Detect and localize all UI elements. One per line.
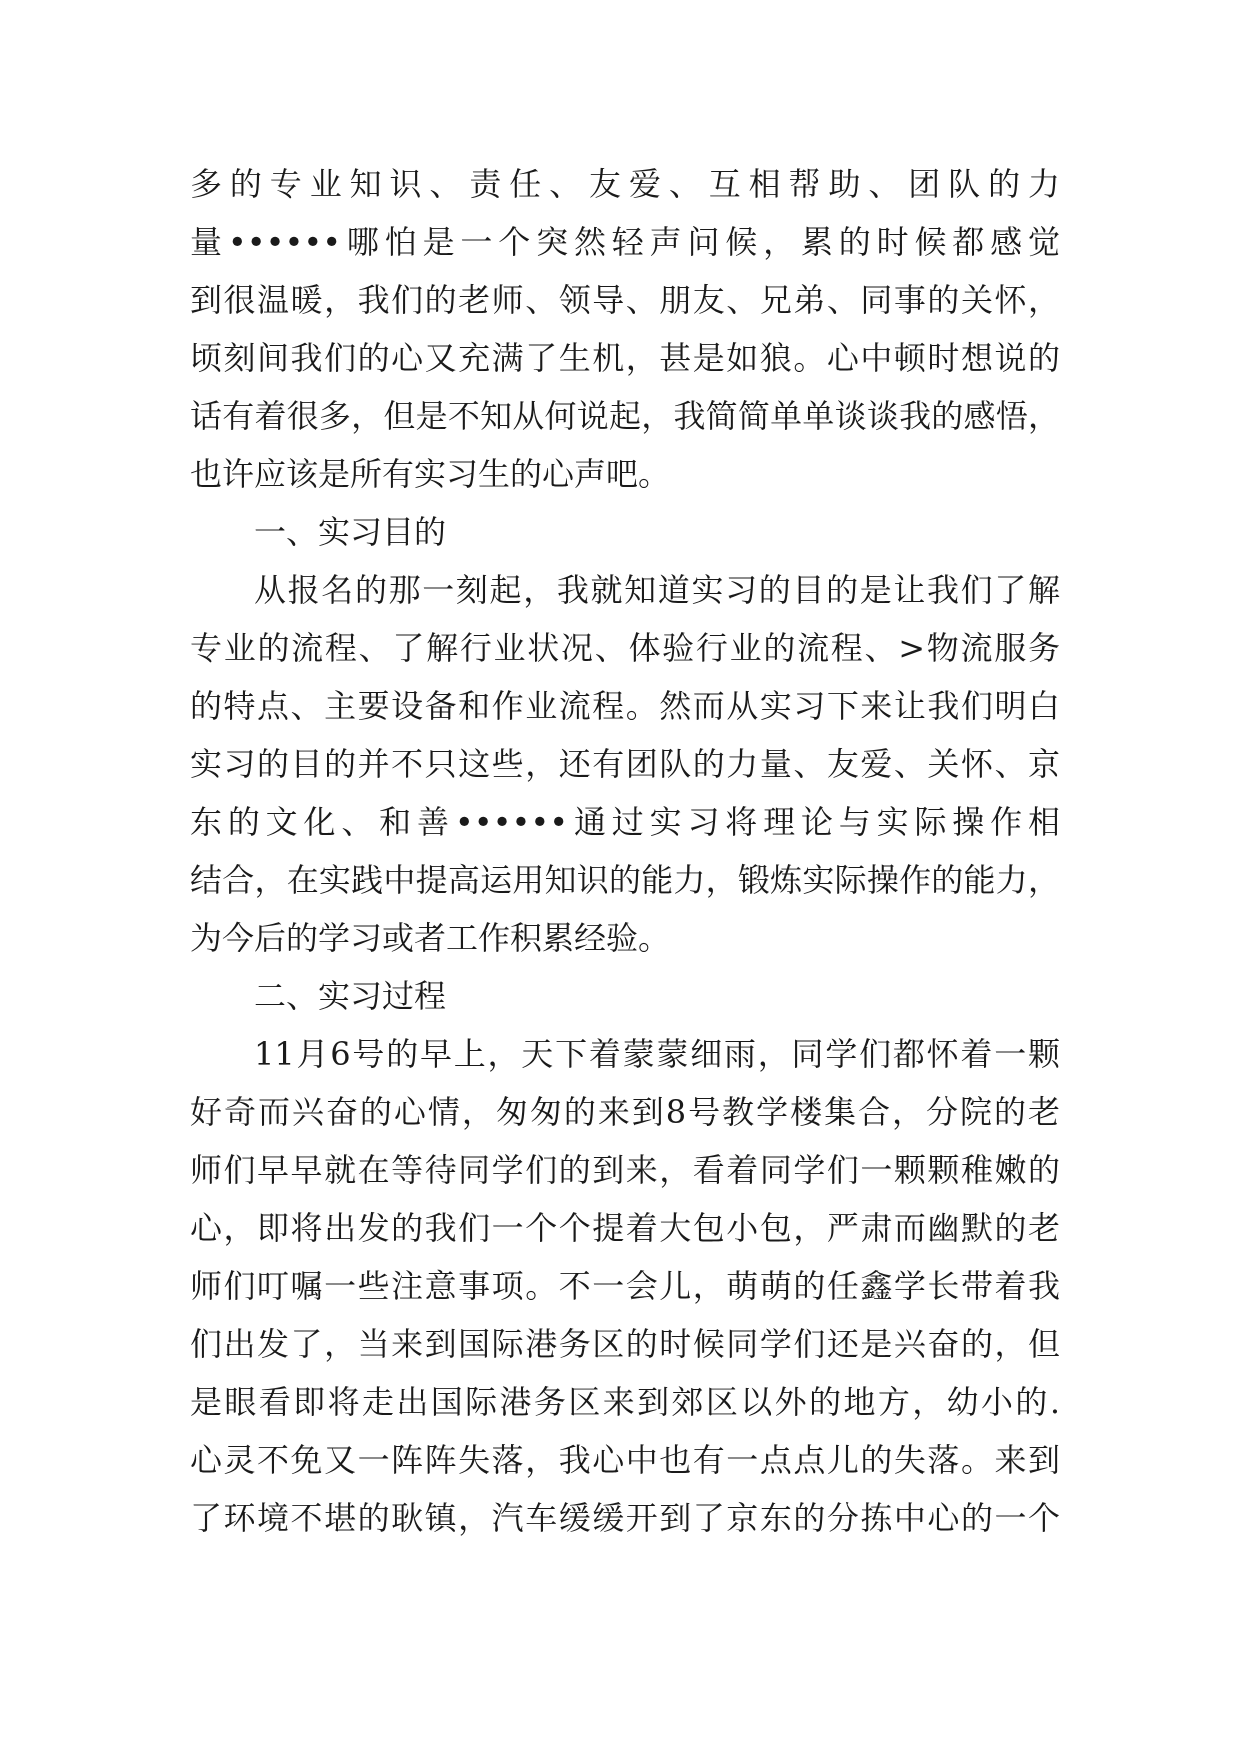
paragraph-first-line: 11月6号的早上，天下着蒙蒙细雨，同学们都怀着一颗 — [254, 1035, 1060, 1073]
text-line: 的特点、主要设备和作业流程。然而从实习下来让我们明白 — [190, 687, 1060, 725]
text-line: 结合，在实践中提高运用知识的能力，锻炼实际操作的能力， — [190, 861, 1060, 899]
text-line: 师们叮嘱一些注意事项。不一会儿，萌萌的任鑫学长带着我 — [190, 1267, 1060, 1305]
paragraph-first-line: 从报名的那一刻起，我就知道实习的目的是让我们了解 — [254, 571, 1060, 609]
text-line: 们出发了，当来到国际港务区的时候同学们还是兴奋的，但 — [190, 1325, 1060, 1363]
text-line: 到很温暖，我们的老师、领导、朋友、兄弟、同事的关怀， — [190, 281, 1060, 319]
text-line: 实习的目的并不只这些，还有团队的力量、友爱、关怀、京 — [190, 745, 1060, 783]
text-line: 为今后的学习或者工作积累经验。 — [190, 919, 671, 957]
text-line: 师们早早就在等待同学们的到来，看着同学们一颗颗稚嫩的 — [190, 1151, 1060, 1189]
text-line: 心灵不免又一阵阵失落，我心中也有一点点儿的失落。来到 — [190, 1441, 1060, 1479]
text-line: 好奇而兴奋的心情，匆匆的来到8号教学楼集合，分院的老 — [190, 1093, 1060, 1131]
text-line: 东的文化、和善••••••通过实习将理论与实际操作相 — [190, 803, 1060, 841]
text-line: 量••••••哪怕是一个突然轻声问候，累的时候都感觉 — [190, 223, 1060, 261]
text-line: 话有着很多，但是不知从何说起，我简简单单谈谈我的感悟， — [190, 397, 1060, 435]
section-heading: 二、实习过程 — [254, 977, 447, 1015]
text-line: 专业的流程、了解行业状况、体验行业的流程、>物流服务 — [190, 629, 1060, 667]
text-line: 心，即将出发的我们一个个提着大包小包，严肃而幽默的老 — [190, 1209, 1060, 1247]
text-line: 顷刻间我们的心又充满了生机，甚是如狼。心中顿时想说的 — [190, 339, 1060, 377]
text-line: 多的专业知识、责任、友爱、互相帮助、团队的力 — [190, 165, 1060, 203]
text-line: 也许应该是所有实习生的心声吧。 — [190, 455, 671, 493]
text-line: 了环境不堪的耿镇，汽车缓缓开到了京东的分拣中心的一个 — [190, 1499, 1060, 1537]
body-text — [190, 155, 1060, 1547]
text-line: 是眼看即将走出国际港务区来到郊区以外的地方，幼小的. — [190, 1383, 1060, 1421]
section-heading: 一、实习目的 — [254, 513, 447, 551]
